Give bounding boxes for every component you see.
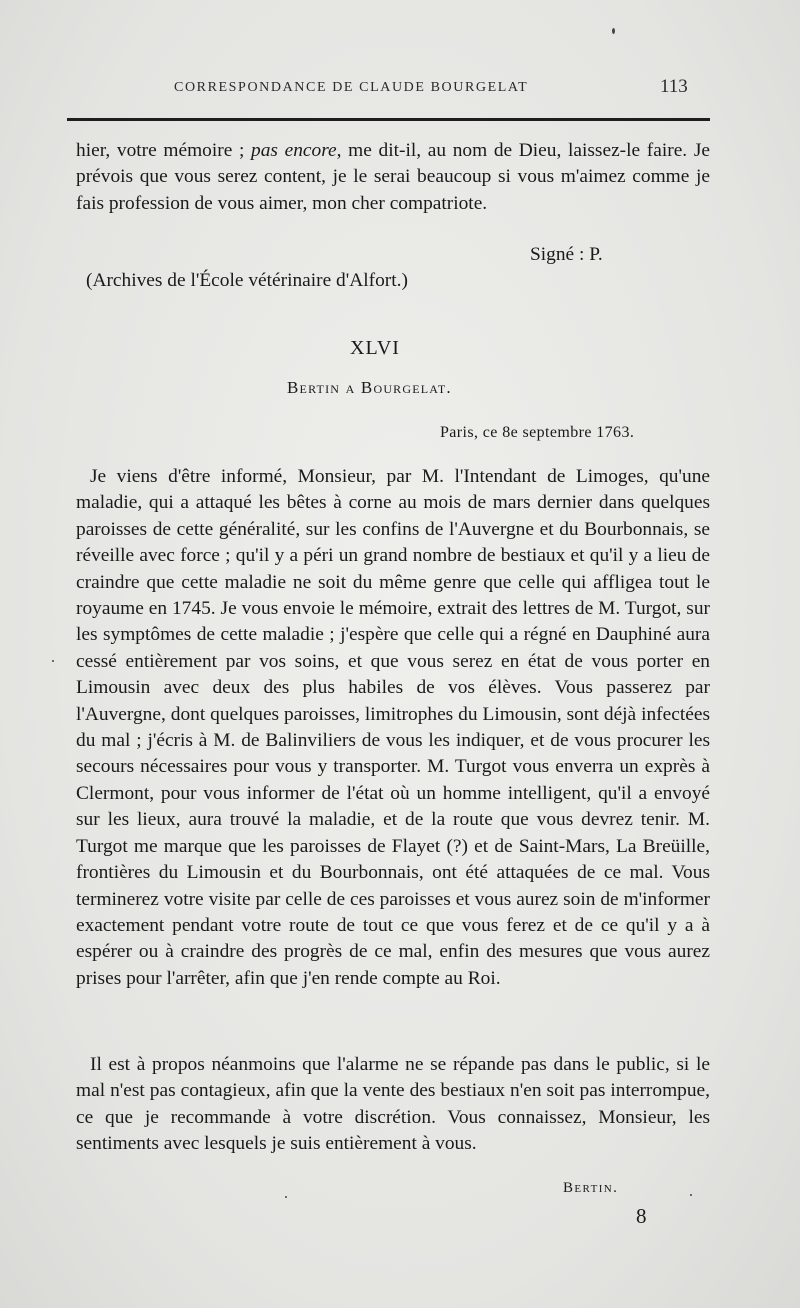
continued-text-italic: pas encore: [251, 140, 337, 161]
archives-note: (Archives de l'École vétérinaire d'Alfort.): [86, 270, 408, 291]
continued-text-end: , me dit-il, au nom de Dieu, laissez-le faire. Je prévois que vous serez content, je le serai beaucoup si vous m'aimez comme je fais profession de vous aimer, mon cher compatriote.: [76, 140, 710, 214]
signature-mark: 8: [636, 1204, 647, 1228]
letter-paragraph-2: Il est à propos néanmoins que l'alarme ne se répande pas dans le public, si le mal n'est pas contagieux, afin que la vente des bestiaux n'en soit pas interrompue, ce que je recommande à votre discrétion. Vous connaissez, Monsieur, les sentiments avec lesquels je suis entièrement à vous.: [76, 1054, 710, 1155]
letter-paragraph-1: Je viens d'être informé, Monsieur, par M. l'Intendant de Limoges, qu'une maladie, qui a attaqué les bêtes à corne au mois de mars dernier dans quelques paroisses de cette généralité, sur les confins de l'Auvergne et du Bourbonnais, se réveille avec force ; qu'il y a péri un grand nombre de bestiaux et qu'il y a lieu de craindre que cette maladie ne soit du même genre que celle qui affligea tout le royaume en 1745. Je vous envoie le mémoire, extrait des lettres de M. Turgot, sur les symptômes de cette maladie ; j'espère que celle qui a régné en Dauphiné aura cessé entièrement par vos soins, et que vous serez en état de vous porter en Limousin avec deux des plus habiles de vos élèves. Vous passerez par l'Auvergne, dont quelques paroisses, limitrophes du Limousin, sont déjà infectées du mal ; j'écris à M. de Balinviliers de vous les indiquer, et de vous procurer les secours nécessaires pour vous y transporter. M. Turgot vous enverra un exprès à Clermont, pour vous informer de l'état où un homme intelligent, qu'il a envoyé sur les lieux, aura trouvé la maladie, et de la route que vous devrez tenir. M. Turgot me marque que les paroisses de Flayet (?) et de Saint-Mars, La Breüille, frontières du Limousin et du Bourbonnais, ont été attaquées de ce mal. Vous terminerez votre visite par celle de ces paroisses et vous aurez soin de m'informer exactement pendant votre route de tout ce que vous ferez et de ce qu'il y a à espérer ou à craindre des progrès de ce mal, enfin des mesures que vous aurez prises pour l'arrêter, afin que j'en rende compte au Roi.: [76, 466, 710, 989]
continued-paragraph: [76, 138, 710, 217]
header-rule: [67, 118, 710, 121]
signed-line: Signé : P.: [530, 244, 603, 265]
letter-number: [0, 337, 800, 360]
page-number: 113: [660, 76, 688, 97]
continued-text-start: hier, votre mémoire ;: [76, 140, 252, 161]
letter-signature: Bertin.: [563, 1180, 619, 1196]
running-title: CORRESPONDANCE DE CLAUDE BOURGELAT: [174, 80, 529, 95]
letter-dateline: Paris, ce 8e septembre 1763.: [440, 424, 635, 441]
letter-heading: Bertin a Bourgelat.: [287, 378, 452, 397]
letter-number-text: XLVI: [350, 337, 400, 359]
page-header: [0, 76, 800, 106]
